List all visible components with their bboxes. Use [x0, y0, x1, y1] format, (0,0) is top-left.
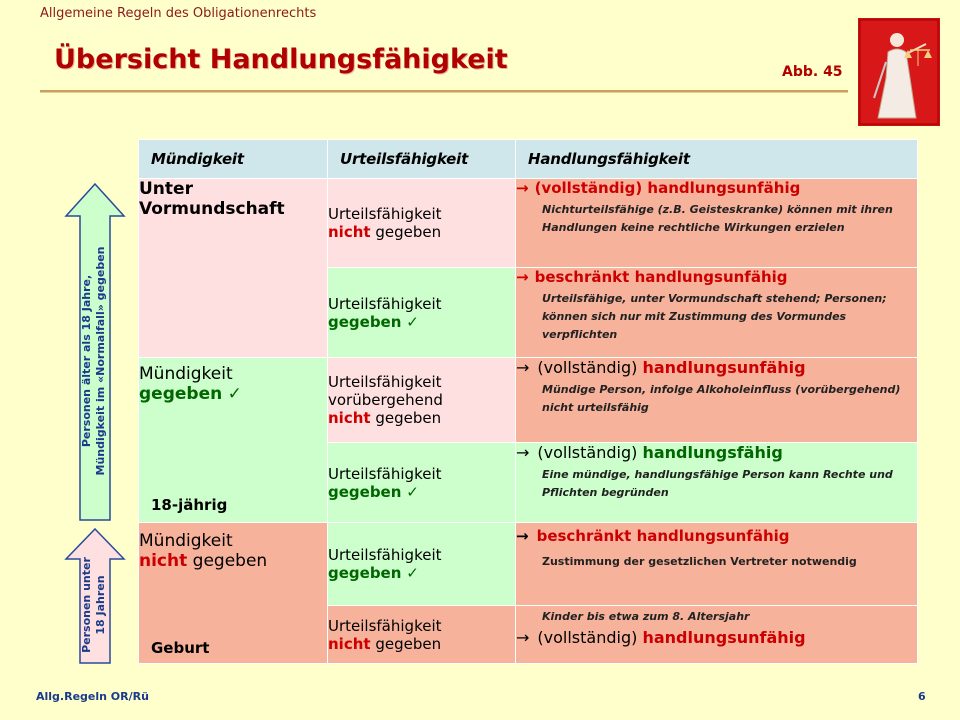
arrow-icon: → [516, 628, 530, 647]
status-unter-vormundschaft: Unter Vormundschaft [139, 179, 285, 219]
cell-handlung-beschraenkt-kinder: → beschränkt handlungsunfähig Zustimmung der gesetzlichen Vertreter notwendig [516, 523, 918, 606]
table-row [139, 358, 918, 443]
adult-range-label: Personen älter als 18 Jahre, Mündigkeit im «Normalfall» gegeben [80, 246, 107, 476]
figure-reference: Abb. 45 [782, 64, 843, 80]
check-icon: ✓ [406, 482, 419, 501]
table-row [139, 179, 918, 268]
column-header-muendigkeit: Mündigkeit [139, 140, 328, 179]
cell-handlung-unfaehig: → (vollständig) handlungsunfähig Nichturteilsfähige (z.B. Geisteskranke) können mit ihren Handlungen keine rechtliche Wirkungen erzielen [516, 179, 918, 268]
check-icon: ✓ [406, 312, 419, 331]
cell-urteil-gegeben-2: Urteilsfähigkeit gegeben ✓ [328, 443, 516, 523]
table-header-row [139, 140, 918, 179]
cell-handlung-voll-unfaehig-alkohol: → (vollständig) handlungsunfähig Mündige Person, infolge Alkoholeinfluss (vorübergehend) nicht urteilsfähig [516, 358, 918, 443]
cell-handlung-unfaehig-kinder: Kinder bis etwa zum 8. Altersjahr → (vollständig) handlungsunfähig [516, 606, 918, 664]
cell-muendigkeit-nicht: Mündigkeit nicht gegeben Geburt [139, 523, 328, 664]
arrow-icon: → [516, 268, 529, 286]
check-icon: ✓ [406, 564, 419, 582]
page-number: 6 [918, 690, 926, 703]
cell-urteil-nicht-3: Urteilsfähigkeit nicht gegeben [328, 606, 516, 664]
age-label-18: 18-jährig [151, 496, 228, 514]
cell-handlung-beschraenkt: → beschränkt handlungsunfähig Urteilsfähige, unter Vormundschaft stehend; Personen; können sich nur mit Zustimmung des Vormundes verpflichten [516, 268, 918, 358]
title-underline-shadow [40, 92, 848, 93]
cell-urteil-gegeben: Urteilsfähigkeit gegeben ✓ [328, 268, 516, 358]
minor-range-label: Personen unter 18 Jahren [80, 557, 107, 653]
slide-title: Übersicht Handlungsfähigkeit [54, 44, 508, 75]
arrow-icon: → [516, 358, 530, 377]
cell-urteil-gegeben-3: Urteilsfähigkeit gegeben ✓ [328, 523, 516, 606]
cell-urteil-voruebergehend-nicht: Urteilsfähigkeit vorübergehend nicht gegeben [328, 358, 516, 443]
cell-unter-vormundschaft [139, 179, 328, 358]
arrow-icon: → [516, 179, 529, 197]
cell-handlung-faehig: → (vollständig) handlungsfähig Eine mündige, handlungsfähige Person kann Rechte und Pflichten begründen [516, 443, 918, 523]
arrow-icon: → [516, 527, 529, 545]
age-label-birth: Geburt [151, 639, 210, 657]
course-subtitle: Allgemeine Regeln des Obligationenrechts [40, 6, 317, 21]
cell-muendigkeit-gegeben: Mündigkeit gegeben ✓ 18-jährig [139, 358, 328, 523]
column-header-urteilsfaehigkeit: Urteilsfähigkeit [328, 140, 516, 179]
footer-label: Allg.Regeln OR/Rü [36, 690, 149, 703]
column-header-handlungsfaehigkeit: Handlungsfähigkeit [516, 140, 918, 179]
table-row [139, 523, 918, 606]
capacity-table [138, 139, 918, 664]
justitia-logo [858, 18, 940, 126]
arrow-icon: → [516, 443, 530, 462]
cell-urteil-nicht: Urteilsfähigkeit nicht gegeben [328, 179, 516, 268]
check-icon: ✓ [227, 384, 242, 404]
